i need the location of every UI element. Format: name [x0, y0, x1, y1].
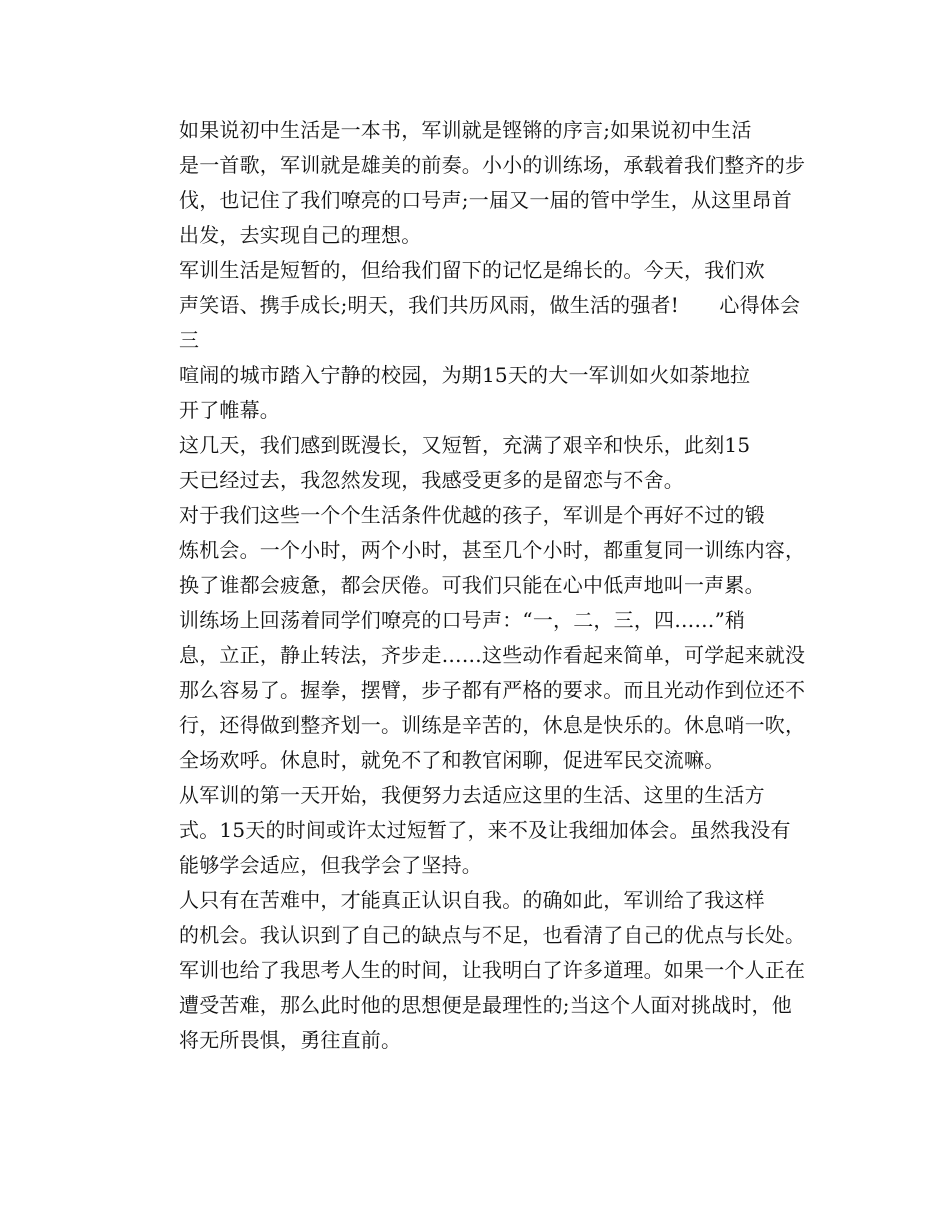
- text-line: 息，立正，静止转法，齐步走……这些动作看起来简单，可学起来就没: [179, 643, 806, 667]
- text-line: 出发，去实现自己的理想。: [179, 223, 422, 247]
- text-line: 人只有在苦难中，才能真正认识自我。的确如此，军训给了我这样: [179, 888, 765, 912]
- text-line: 行，还得做到整齐划一。训练是辛苦的，休息是快乐的。休息哨一吹，: [179, 713, 806, 737]
- text-line: 军训也给了我思考人生的时间，让我明白了许多道理。如果一个人正在: [179, 958, 806, 982]
- paragraph: [139, 603, 813, 778]
- text-line: 全场欢呼。休息时，就免不了和教官闲聊，促进军民交流嘛。: [179, 748, 725, 772]
- text-line: 天已经过去，我忽然发现，我感受更多的是留恋与不舍。: [179, 468, 684, 492]
- text-line: 式。15天的时间或许太过短暂了，来不及让我细加体会。虽然我没有: [179, 818, 791, 842]
- text-line: 能够学会适应，但我学会了坚持。: [179, 853, 482, 877]
- text-line: 如果说初中生活是一本书，军训就是铿锵的序言;如果说初中生活: [179, 118, 752, 142]
- text-line: 从军训的第一天开始，我便努力去适应这里的生活、这里的生活方: [179, 783, 765, 807]
- paragraph: [139, 358, 813, 428]
- paragraph: [139, 883, 813, 1058]
- paragraph: [139, 253, 813, 358]
- text-line: 训练场上回荡着同学们嘹亮的口号声：“一，二，三，四……”稍: [179, 608, 746, 632]
- text-line: 伐，也记住了我们嘹亮的口号声;一届又一届的管中学生，从这里昂首: [179, 188, 792, 212]
- text-line: 那么容易了。握拳，摆臂，步子都有严格的要求。而且光动作到位还不: [179, 678, 806, 702]
- text-line: 换了谁都会疲惫，都会厌倦。可我们只能在心中低声地叫一声累。: [179, 573, 765, 597]
- document-body: [139, 113, 813, 1058]
- text-line: 遭受苦难，那么此时他的思想便是最理性的;当这个人面对挑战时，他: [179, 993, 792, 1017]
- text-line: 炼机会。一个小时，两个小时，甚至几个小时，都重复同一训练内容，: [179, 538, 806, 562]
- paragraph: [139, 113, 813, 253]
- text-line: 对于我们这些一个个生活条件优越的孩子，军训是个再好不过的锻: [179, 503, 765, 527]
- paragraph: [139, 498, 813, 603]
- paragraph: [139, 428, 813, 498]
- text-line: 是一首歌，军训就是雄美的前奏。小小的训练场，承载着我们整齐的步: [179, 153, 806, 177]
- text-line: 这几天，我们感到既漫长，又短暂，充满了艰辛和快乐，此刻15: [179, 433, 751, 457]
- text-line: 军训生活是短暂的，但给我们留下的记忆是绵长的。今天，我们欢: [179, 258, 765, 282]
- text-line: 喧闹的城市踏入宁静的校园，为期15天的大一军训如火如荼地拉: [179, 363, 751, 387]
- text-line: 三: [179, 328, 200, 352]
- text-line: 开了帷幕。: [179, 398, 280, 422]
- text-line: 的机会。我认识到了自己的缺点与不足，也看清了自己的优点与长处。: [179, 923, 806, 947]
- paragraph: [139, 778, 813, 883]
- text-line: 将无所畏惧，勇往直前。: [179, 1028, 402, 1052]
- text-line: 声笑语、携手成长;明天，我们共历风雨，做生活的强者! 心得体会: [179, 293, 801, 317]
